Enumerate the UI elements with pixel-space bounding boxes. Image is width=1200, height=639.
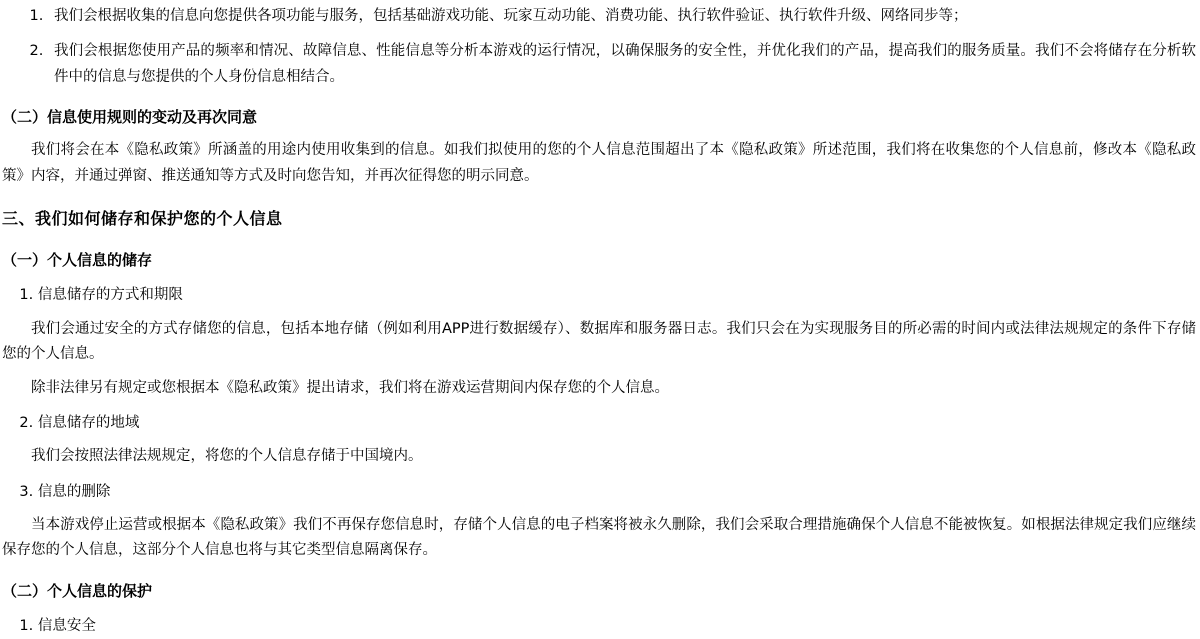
list-item: 2. 我们会根据您使用产品的频率和情况、故障信息、性能信息等分析本游戏的运行情况，以确保服务的安全性，并优化我们的产品，提高我们的服务质量。我们不会将储存在分析软件中的信息与您提供的个人身份信息相结合。 (48, 39, 1196, 90)
privacy-policy-document (0, 4, 1200, 639)
heading-3-2-item-1: 1. 信息安全 (19, 618, 96, 634)
paragraph-3-1-1-a: 我们会通过安全的方式存储您的信息，包括本地存储（例如利用APP进行数据缓存）、数据库和服务器日志。我们只会在为实现服务目的所必需的时间内或法律法规规定的条件下存储您的个人信息。 (2, 320, 1196, 363)
paragraph-3-1-3-a: 当本游戏停止运营或根据本《隐私政策》我们不再保存您信息时，存储个人信息的电子档案将被永久删除，我们会采取合理措施确保个人信息不能被恢复。如根据法律规定我们应继续保存您的个人信息，这部分个人信息也将与其它类型信息隔离保存。 (2, 517, 1196, 559)
paragraph-3-1-1-b: 除非法律另有规定或您根据本《隐私政策》提出请求，我们将在游戏运营期间内保存您的个人信息。 (31, 379, 669, 396)
heading-section-2-2: （二）信息使用规则的变动及再次同意 (2, 108, 258, 127)
list-item: 1. 我们会根据收集的信息向您提供各项功能与服务，包括基础游戏功能、玩家互动功能、消费功能、执行软件验证、执行软件升级、网络同步等； (48, 4, 1196, 29)
heading-3-1-item-2: 2. 信息储存的地域 (19, 414, 140, 431)
heading-section-3-1: （一）个人信息的储存 (2, 251, 153, 270)
information-usage-list (2, 4, 1196, 90)
heading-section-3-2: （二）个人信息的保护 (2, 581, 153, 600)
paragraph-section-2-2: 我们将会在本《隐私政策》所涵盖的用途内使用收集到的信息。如我们拟使用的您的个人信息范围超出了本《隐私政策》所述范围，我们将在收集您的个人信息前，修改本《隐私政策》内容，并通过弹窗、推送通知等方式及时向您告知，并再次征得您的明示同意。 (2, 142, 1196, 184)
paragraph-3-1-2-a: 我们会按照法律法规规定，将您的个人信息存储于中国境内。 (31, 448, 423, 465)
heading-3-1-item-1: 1. 信息储存的方式和期限 (19, 287, 183, 304)
heading-section-3: 三、我们如何储存和保护您的个人信息 (2, 209, 283, 229)
heading-3-1-item-3: 3. 信息的删除 (19, 483, 111, 500)
